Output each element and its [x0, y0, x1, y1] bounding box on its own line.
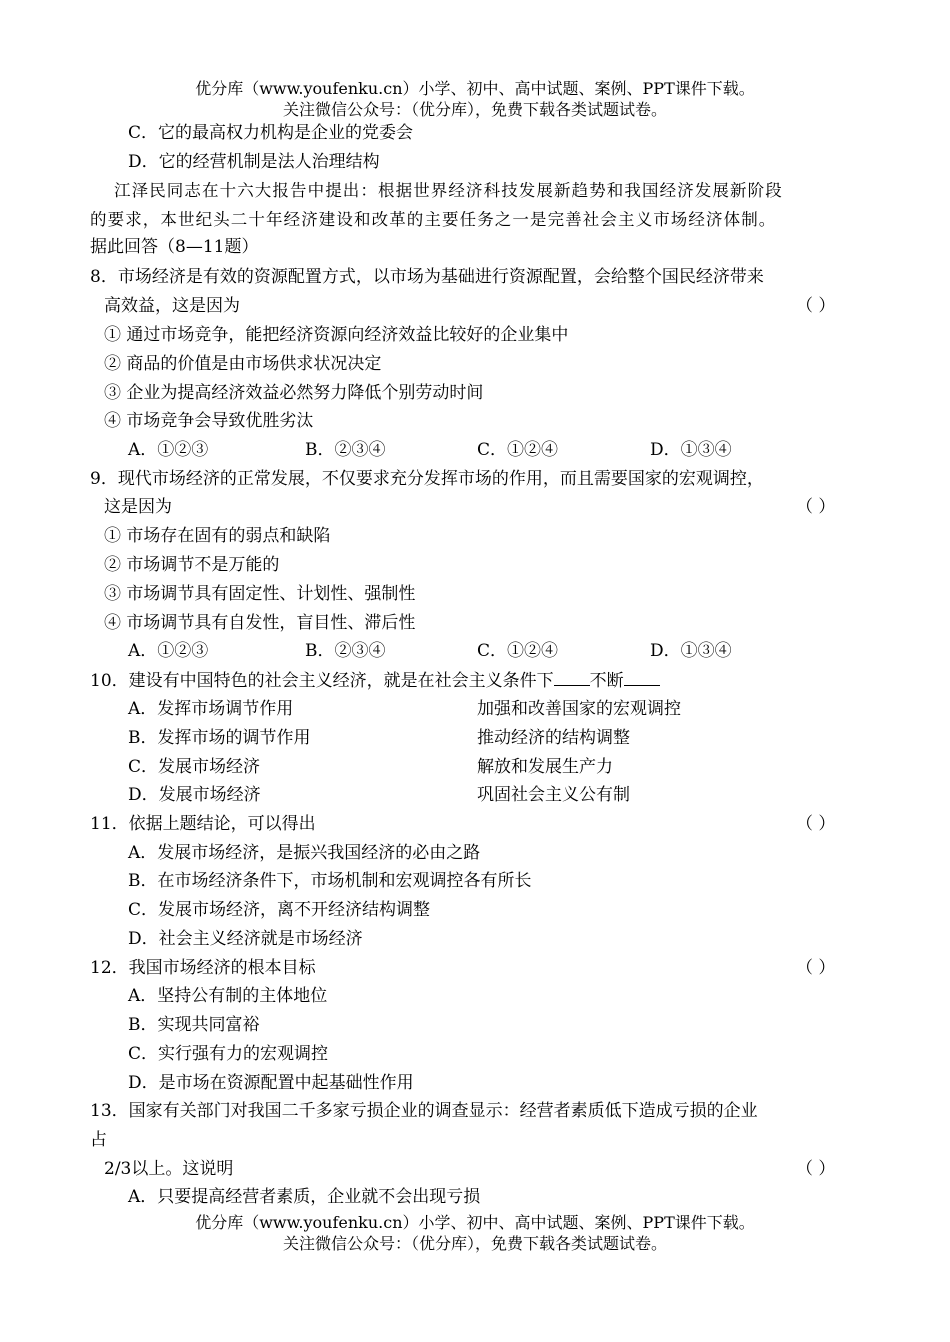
q9-stem-line-2: 这是因为 — [104, 497, 172, 517]
q10-option-d-left: D．发展市场经济 — [128, 785, 261, 805]
intro-line-2: 的要求，本世纪头二十年经济建设和改革的主要任务之一是完善社会主义市场经济体制。 — [90, 210, 777, 229]
q8-stem-line-1: 8．市场经济是有效的资源配置方式，以市场为基础进行资源配置，会给整个国民经济带来 — [90, 267, 764, 287]
q8-stem-line-2: 高效益，这是因为 — [104, 296, 240, 316]
q12-stem: 12．我国市场经济的根本目标 — [90, 958, 316, 978]
q11-option-c: C．发展市场经济，离不开经济结构调整 — [128, 900, 431, 920]
q12-option-a: A．坚持公有制的主体地位 — [128, 986, 328, 1006]
footer-line-1: 优分库（www.youfenku.cn）小学、初中、高中试题、案例、PPT课件下载。 — [195, 1213, 755, 1232]
q12-answer-paren: （ ） — [796, 958, 836, 978]
q8-choice-a: A．①②③ — [128, 440, 209, 460]
intro-line-3: 据此回答（8—11题） — [90, 237, 259, 257]
q10-option-d-right: 巩固社会主义公有制 — [477, 785, 630, 805]
q11-option-a: A．发展市场经济，是振兴我国经济的必由之路 — [128, 843, 481, 863]
q10-option-b-left: B．发挥市场的调节作用 — [128, 728, 311, 748]
q12-option-c: C．实行强有力的宏观调控 — [128, 1044, 329, 1064]
q8-choice-b: B．②③④ — [305, 440, 386, 460]
prev-option-c: C．它的最高权力机构是企业的党委会 — [128, 123, 414, 143]
q8-choice-c: C．①②④ — [477, 440, 559, 460]
prev-option-d: D．它的经营机制是法人治理结构 — [128, 152, 380, 172]
q9-stem-line-1: 9．现代市场经济的正常发展，不仅要求充分发挥市场的作用，而且需要国家的宏观调控， — [90, 469, 764, 489]
q13-stem-line-3: 2/3以上。这说明 — [104, 1159, 234, 1179]
q13-stem-line-2: 占 — [90, 1130, 107, 1150]
header-line-2: 关注微信公众号：（优分库），免费下载各类试题试卷。 — [282, 100, 667, 119]
q8-item-1: ① 通过市场竞争，能把经济资源向经济效益比较好的企业集中 — [104, 325, 569, 345]
q10-stem-part-1: 10．建设有中国特色的社会主义经济，就是在社会主义条件下 — [90, 671, 554, 691]
q10-blank-1 — [554, 669, 590, 686]
q10-option-c-right: 解放和发展生产力 — [477, 757, 613, 777]
footer-line-2: 关注微信公众号：（优分库），免费下载各类试题试卷。 — [282, 1234, 667, 1253]
q9-choice-a: A．①②③ — [128, 641, 209, 661]
q8-answer-paren: （ ） — [796, 296, 836, 316]
q10-stem-part-2: 不断 — [589, 671, 624, 691]
intro-line-1: 江泽民同志在十六大报告中提出：根据世界经济科技发展新趋势和我国经济发展新阶段 — [114, 181, 783, 200]
q10-stem — [90, 669, 660, 692]
q8-item-2: ② 商品的价值是由市场供求状况决定 — [104, 354, 382, 374]
q9-item-2: ② 市场调节不是万能的 — [104, 555, 280, 575]
q9-answer-paren: （ ） — [796, 497, 836, 517]
q13-answer-paren: （ ） — [796, 1159, 836, 1179]
q12-option-d: D．是市场在资源配置中起基础性作用 — [128, 1073, 414, 1093]
q11-answer-paren: （ ） — [796, 814, 836, 834]
header-line-1: 优分库（www.youfenku.cn）小学、初中、高中试题、案例、PPT课件下载。 — [195, 79, 755, 98]
q8-choice-d: D．①③④ — [650, 440, 732, 460]
q8-item-4: ④ 市场竞争会导致优胜劣汰 — [104, 411, 314, 431]
q9-item-4: ④ 市场调节具有自发性，盲目性、滞后性 — [104, 613, 416, 633]
q10-option-a-left: A．发挥市场调节作用 — [128, 699, 294, 719]
q8-item-3: ③ 企业为提高经济效益必然努力降低个别劳动时间 — [104, 383, 484, 403]
q9-item-3: ③ 市场调节具有固定性、计划性、强制性 — [104, 584, 416, 604]
q9-choice-c: C．①②④ — [477, 641, 559, 661]
q10-blank-2 — [624, 669, 660, 686]
q9-item-1: ① 市场存在固有的弱点和缺陷 — [104, 526, 331, 546]
q11-option-b: B．在市场经济条件下，市场机制和宏观调控各有所长 — [128, 871, 532, 891]
q13-stem-line-1: 13．国家有关部门对我国二千多家亏损企业的调查显示：经营者素质低下造成亏损的企业 — [90, 1101, 758, 1121]
q13-option-a: A．只要提高经营者素质，企业就不会出现亏损 — [128, 1187, 481, 1207]
q9-choice-b: B．②③④ — [305, 641, 386, 661]
q10-option-c-left: C．发展市场经济 — [128, 757, 261, 777]
q11-stem: 11．依据上题结论，可以得出 — [90, 814, 316, 834]
q11-option-d: D．社会主义经济就是市场经济 — [128, 929, 363, 949]
q10-option-a-right: 加强和改善国家的宏观调控 — [477, 699, 681, 719]
q9-choice-d: D．①③④ — [650, 641, 732, 661]
q12-option-b: B．实现共同富裕 — [128, 1015, 260, 1035]
q10-option-b-right: 推动经济的结构调整 — [477, 728, 630, 748]
